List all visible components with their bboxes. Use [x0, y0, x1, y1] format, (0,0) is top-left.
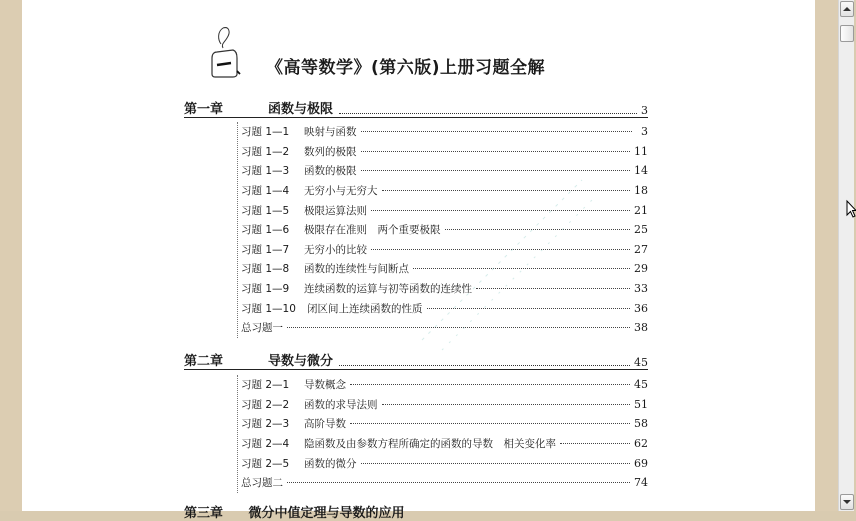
- section-code: 总习题一: [241, 322, 283, 335]
- vertical-scrollbar[interactable]: [838, 0, 854, 511]
- section-page: 18: [634, 184, 648, 198]
- section-title: 数列的极限: [304, 145, 357, 158]
- toc-section[interactable]: [238, 200, 648, 220]
- section-code: 习题 1—5: [241, 204, 290, 217]
- chapter-number: 第三章: [184, 506, 224, 521]
- section-code: 习题 2—3: [241, 418, 290, 431]
- leader-dots: [287, 482, 630, 483]
- toc-section[interactable]: [238, 395, 648, 415]
- section-page: 3: [641, 125, 648, 139]
- section-page: 33: [634, 282, 648, 296]
- toc-section[interactable]: [238, 414, 648, 434]
- toc-section[interactable]: [238, 220, 648, 240]
- section-code: 习题 1—3: [241, 165, 290, 178]
- toc-chapter-1[interactable]: [184, 98, 648, 118]
- leader-dots: [476, 288, 630, 289]
- section-code: 习题 1—1: [241, 126, 290, 139]
- chapter-name: 微分中值定理与导数的应用: [248, 506, 405, 521]
- section-title: 函数的微分: [304, 457, 357, 470]
- section-code: 习题 1—8: [241, 263, 290, 276]
- chapter-2-sections: [237, 375, 648, 493]
- section-code: 习题 1—9: [241, 283, 290, 296]
- section-code: 习题 1—2: [241, 145, 290, 158]
- leader-dots: [350, 384, 630, 385]
- section-code: 总习题二: [241, 477, 283, 490]
- toc-section[interactable]: [238, 453, 648, 473]
- section-title: 映射与函数: [304, 126, 357, 139]
- scroll-thumb[interactable]: [840, 25, 854, 42]
- leader-dots: [413, 268, 630, 269]
- toc-section[interactable]: [238, 259, 648, 279]
- section-code: 习题 1—10: [241, 302, 296, 315]
- section-title: 导数概念: [304, 379, 346, 392]
- section-page: 27: [634, 242, 648, 256]
- toc-section[interactable]: [238, 161, 648, 181]
- section-page: 74: [634, 476, 648, 490]
- arrow-up-icon: [843, 7, 851, 11]
- viewer-background-right: [815, 0, 838, 511]
- section-title: 连续函数的运算与初等函数的连续性: [304, 283, 472, 296]
- chapter-name: 导数与微分: [268, 354, 334, 369]
- mouse-cursor-icon: [846, 200, 856, 218]
- viewer-background-left: [0, 0, 22, 511]
- leader-dots: [287, 327, 630, 328]
- chapter-page: 3: [641, 104, 648, 117]
- section-page: 29: [634, 262, 648, 276]
- section-page: 58: [634, 417, 648, 431]
- section-page: 45: [634, 378, 648, 392]
- toc-section[interactable]: [238, 473, 648, 493]
- leader-dots: [361, 151, 631, 152]
- chapter-number: 第一章: [184, 102, 224, 117]
- leader-dots: [361, 463, 631, 464]
- section-page: 14: [634, 164, 648, 178]
- section-code: 习题 2—1: [241, 379, 290, 392]
- section-code: 习题 1—6: [241, 224, 290, 237]
- leader-dots: [361, 170, 631, 171]
- section-title: 函数的求导法则: [304, 398, 378, 411]
- scroll-up-button[interactable]: [840, 1, 854, 17]
- scroll-down-button[interactable]: [840, 494, 854, 510]
- toc-section[interactable]: [238, 298, 648, 318]
- toc-section[interactable]: [238, 318, 648, 338]
- toc-section[interactable]: [238, 142, 648, 162]
- toc-section[interactable]: [238, 181, 648, 201]
- arrow-down-icon: [843, 500, 851, 504]
- document-page: [22, 0, 815, 521]
- section-title: 隐函数及由参数方程所确定的函数的导数 相关变化率: [304, 438, 556, 451]
- section-title: 闭区间上连续函数的性质: [307, 302, 423, 315]
- leader-dots: [382, 404, 631, 405]
- toc-chapter-3[interactable]: [184, 502, 648, 521]
- toc-section[interactable]: [238, 434, 648, 454]
- section-title: 高阶导数: [304, 418, 346, 431]
- section-page: 25: [634, 223, 648, 237]
- section-title: 无穷小的比较: [304, 243, 367, 256]
- section-code: 习题 2—4: [241, 438, 290, 451]
- toc-section[interactable]: [238, 375, 648, 395]
- chapter-name: 函数与极限: [268, 102, 334, 117]
- leader-dots: [361, 131, 633, 132]
- section-code: 习题 2—2: [241, 398, 290, 411]
- part-title: 《高等数学》(第六版)上册习题全解: [266, 58, 546, 78]
- section-code: 习题 1—4: [241, 185, 290, 198]
- section-page: 38: [634, 321, 648, 335]
- part-tag-icon: [209, 26, 243, 80]
- section-title: 函数的连续性与间断点: [304, 263, 409, 276]
- leader-dots: [350, 423, 630, 424]
- leader-dots: [427, 308, 631, 309]
- chapter-1-sections: [237, 122, 648, 338]
- section-page: 21: [634, 203, 648, 217]
- section-page: 11: [634, 144, 648, 158]
- section-code: 习题 2—5: [241, 457, 290, 470]
- toc-section[interactable]: [238, 122, 648, 142]
- leader-dots: [371, 210, 630, 211]
- leader-dots: [560, 443, 630, 444]
- leader-dots: [339, 365, 630, 366]
- section-page: 69: [634, 456, 648, 470]
- leader-dots: [371, 249, 630, 250]
- section-code: 习题 1—7: [241, 243, 290, 256]
- chapter-number: 第二章: [184, 354, 224, 369]
- leader-dots: [445, 229, 631, 230]
- toc-section[interactable]: [238, 240, 648, 260]
- chapter-page: 45: [634, 356, 648, 369]
- leader-dots: [339, 113, 637, 114]
- section-title: 极限存在准则 两个重要极限: [304, 224, 441, 237]
- section-title: 极限运算法则: [304, 204, 367, 217]
- section-page: 51: [634, 397, 648, 411]
- toc-section[interactable]: [238, 279, 648, 299]
- toc-chapter-2[interactable]: [184, 350, 648, 370]
- section-page: 36: [634, 301, 648, 315]
- section-page: 62: [634, 437, 648, 451]
- leader-dots: [382, 190, 631, 191]
- section-title: 函数的极限: [304, 165, 357, 178]
- section-title: 无穷小与无穷大: [304, 185, 378, 198]
